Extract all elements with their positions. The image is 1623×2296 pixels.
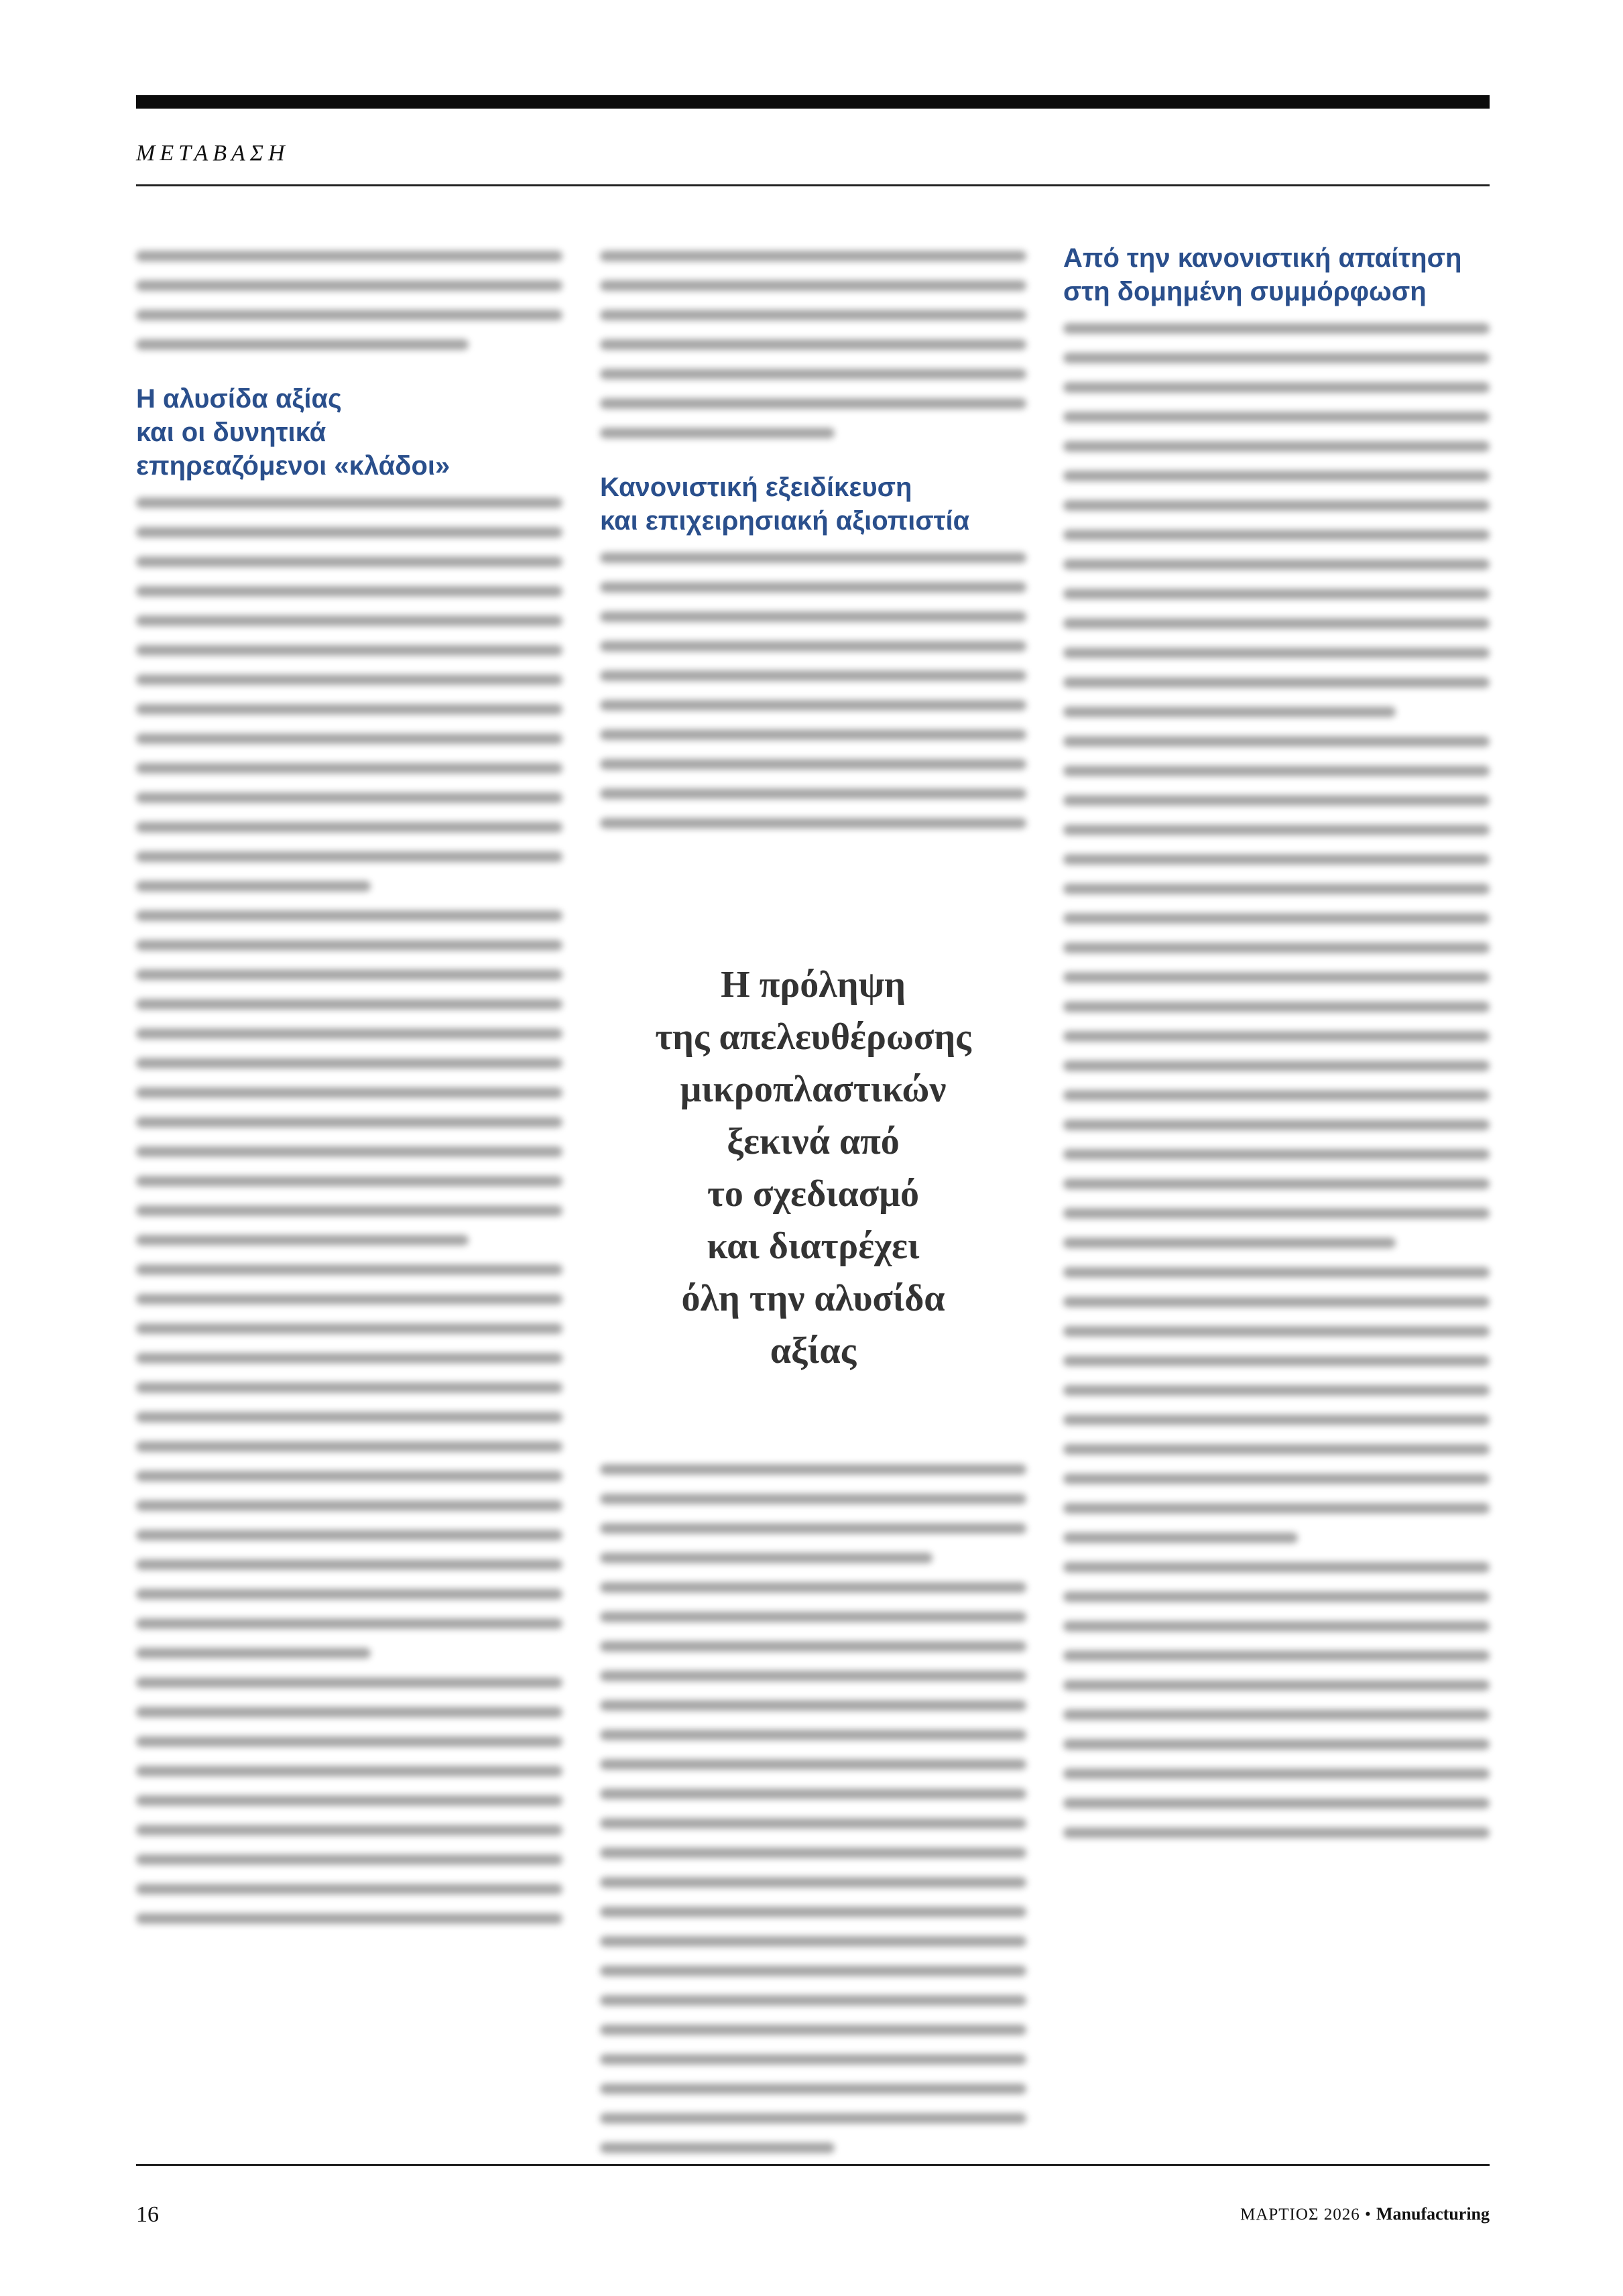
page-number: 16 [136, 2202, 159, 2227]
top-rule [136, 95, 1490, 109]
footer-issue-info [1240, 2204, 1490, 2224]
subheading: Κανονιστική εξειδίκευση και επιχειρησιακή αξιοπιστία [600, 473, 970, 536]
subheading: Η αλυσίδα αξίας και οι δυνητικά επηρεαζόμενοι «κλάδοι» [136, 384, 450, 481]
separator-dot: • [1364, 2206, 1372, 2224]
column-2-continued [600, 1455, 1026, 2163]
section-label: ΜΕΤΑΒΑΣΗ [136, 141, 290, 166]
column-2 [600, 241, 1026, 838]
body-text-block [600, 241, 1026, 448]
header-rule [136, 184, 1490, 186]
subheading: Από την κανονιστική απαίτηση στη δομημένη συμμόρφωση [1063, 243, 1462, 306]
footer-rule [136, 2164, 1490, 2166]
body-text-block [600, 543, 1026, 838]
issue-date: ΜΑΡΤΙΟΣ 2026 [1240, 2206, 1360, 2224]
column-1 [136, 241, 562, 1933]
body-text-block [600, 1455, 1026, 2163]
body-text-block [136, 241, 562, 359]
pull-quote: Η πρόληψη της απελευθέρωσης μικροπλαστικών ξεκινά από το σχεδιασμό και διατρέχει όλη την αλυσίδα αξίας [655, 964, 971, 1372]
magazine-name: Manufacturing [1376, 2204, 1490, 2224]
body-text-block [136, 488, 562, 1933]
column-3 [1063, 241, 1490, 1848]
body-text-block [1063, 314, 1490, 1848]
